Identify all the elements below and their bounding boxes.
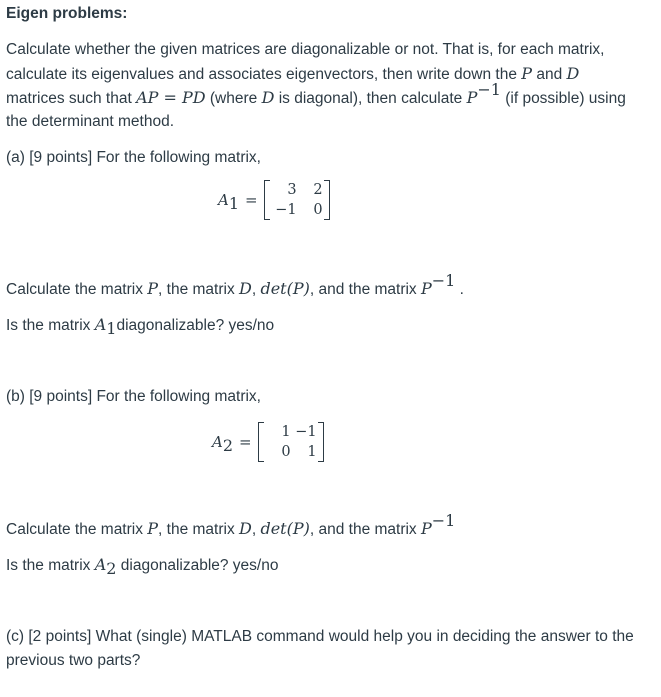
math-det-p: (P) <box>286 279 310 298</box>
intro-text-3: matrices such that <box>6 90 137 107</box>
intro-line-4 <box>6 110 654 134</box>
part-c-line-1: (c) [2 points] What (single) MATLAB command would help you in deciding the answer to the <box>6 628 634 645</box>
math-det: det <box>260 519 287 538</box>
matrix-a1-name: $A_1$ <box>218 191 240 213</box>
math-pd: PD <box>181 88 206 107</box>
matrix-cell: 3 <box>287 182 297 198</box>
math-a2: A <box>94 555 107 574</box>
part-a-heading: (a) [9 points] For the following matrix, <box>6 149 261 166</box>
math-p: P <box>521 64 533 83</box>
intro-line-1 <box>6 38 654 62</box>
part-a-question: Is the matrix $A_1diagonalizable$? yes/no <box>6 315 275 339</box>
math-ap: AP <box>136 88 159 107</box>
matrix-a1-equals: = <box>245 191 258 209</box>
matrix-cell: 0 <box>313 202 323 218</box>
part-b-heading: (b) [9 points] For the following matrix, <box>6 388 261 405</box>
matrix-a1-row-1 <box>271 180 323 200</box>
matrix-cell: 0 <box>281 444 291 460</box>
part-c-line-2: previous two parts? <box>6 652 141 669</box>
part-b-question: Is the matrix $A_2$ diagonalizable? yes/no <box>6 555 279 579</box>
math-a2-sub: 2 <box>106 559 117 579</box>
matrix-a1-equation <box>218 180 330 220</box>
matrix-cell: 1 <box>281 424 291 440</box>
matrix-cell: 1 <box>307 444 317 460</box>
matrix-a2-equals: = <box>239 433 252 451</box>
math-p: P <box>147 519 159 538</box>
math-det-p: (P) <box>286 519 310 538</box>
matrix-cell: −1 <box>275 202 297 218</box>
matrix-cell: −1 <box>295 424 317 440</box>
intro-line-3 <box>6 79 654 111</box>
part-a-calculate: Calculate the matrix P, the matrix D, det(P), and the matrix $P^{-1}$ . <box>6 270 464 298</box>
intro-where: (where <box>205 90 262 107</box>
math-p-inverse-exp: −1 <box>431 510 456 530</box>
math-p-inverse-base: P <box>466 88 478 107</box>
intro-line-2 <box>6 62 654 87</box>
math-p: P <box>147 279 159 298</box>
math-a1-sub: 1 <box>106 319 117 339</box>
matrix-cell: 2 <box>313 182 323 198</box>
matrix-a1-row-2 <box>271 200 323 220</box>
intro-text-2: calculate its eigenvalues and associates eigenvectors, then write down the <box>6 66 522 83</box>
math-p-inverse-base: P <box>421 519 432 538</box>
math-p-inverse-exp: −1 <box>431 270 456 290</box>
math-equals: = <box>158 88 182 107</box>
matrix-a2-equation <box>212 422 324 462</box>
matrix-a2-row-2 <box>265 442 317 462</box>
intro-if-possible: (if possible) using <box>500 90 626 107</box>
intro-text-1: Calculate whether the given matrices are diagonalizable or not. That is, for each matrix, <box>6 41 605 58</box>
math-d: D <box>239 279 252 298</box>
math-p-inverse-exp: −1 <box>477 79 501 99</box>
math-d: D <box>566 64 580 83</box>
matrix-a1 <box>264 180 330 220</box>
matrix-a2-row-1 <box>265 422 317 442</box>
math-d: D <box>239 519 252 538</box>
part-b-calculate: Calculate the matrix P, the matrix D, det(P), and the matrix $P^{-1}$ <box>6 510 456 538</box>
math-a1: A <box>94 315 107 334</box>
intro-text-4: the determinant method. <box>6 113 175 130</box>
math-d-2: D <box>261 88 275 107</box>
matrix-a2 <box>258 422 324 462</box>
page-title: Eigen problems: <box>6 5 128 22</box>
matrix-a2-name: $A_2$ <box>212 433 234 455</box>
math-p-inverse-base: P <box>421 279 432 298</box>
intro-and: and <box>532 66 567 83</box>
intro-is-diagonal: is diagonal), then calculate <box>274 90 467 107</box>
math-det: det <box>260 279 287 298</box>
